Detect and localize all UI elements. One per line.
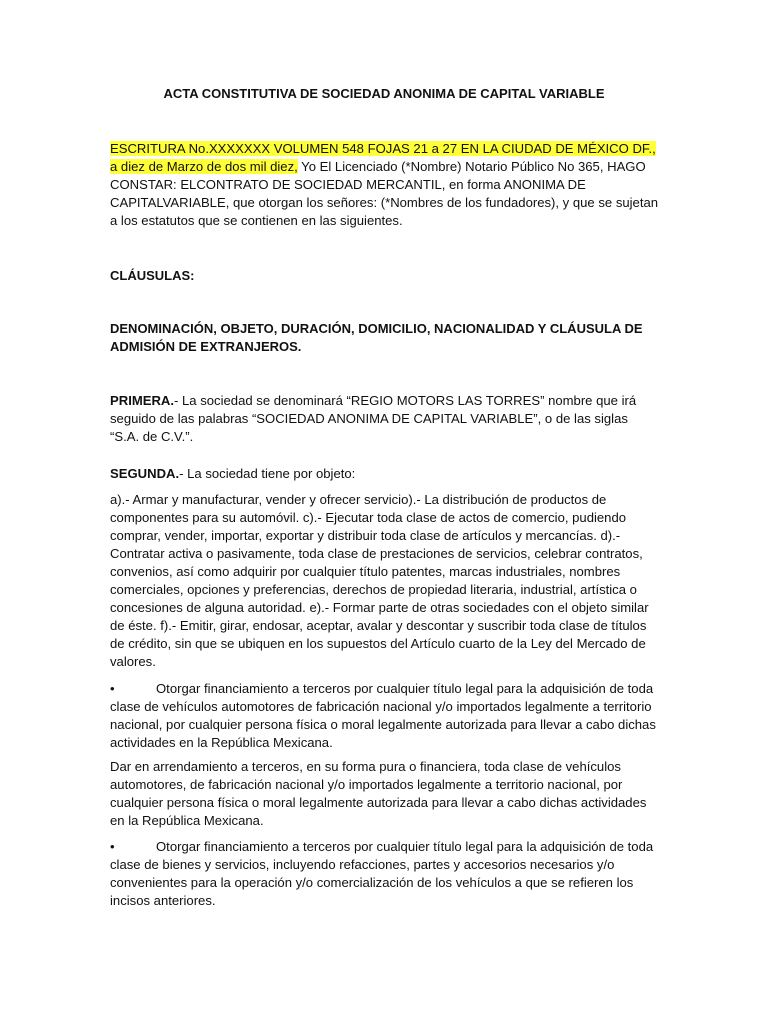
arrendamiento-paragraph: Dar en arrendamiento a terceros, en su forma pura o financiera, toda clase de vehículos automotores, de fabricación nacional y/o importados legalmente a territorio nacional, por cualquier persona física o moral legalmente autorizada para llevar a cabo dichas actividades en la República Mexicana.	[110, 759, 647, 828]
intro-text: Yo El Licenciado (*Nombre) Notario Público No 365, HAGO CONSTAR: ELCONTRATO DE SOCIEDAD MERCANTIL, en forma ANONIMA DE CAPITALVARIABLE, que otorgan los señores: (*Nombres de los fundadores), y que se sujetan a los estatutos que se contienen en las siguientes.	[110, 159, 659, 228]
clause-primera-label: PRIMERA.	[110, 393, 175, 408]
highlighted-deed-reference: ESCRITURA No.XXXXXXX VOLUMEN 548 FOJAS 21 a 27 EN LA CIUDAD DE MÉXICO DF., a diez de Marzo de dos mil diez,	[110, 141, 656, 174]
bullet-item-text: Otorgar financiamiento a terceros por cualquier título legal para la adquisición de toda clase de vehículos automotores de fabricación nacional y/o importados legalmente a territorio nacional, por cualquier persona física o moral legalmente autorizada para llevar a cabo dichas actividades en la República Mexicana.	[110, 681, 656, 750]
document-title: ACTA CONSTITUTIVA DE SOCIEDAD ANONIMA DE CAPITAL VARIABLE	[163, 86, 605, 101]
intro-paragraph	[110, 140, 660, 230]
bullet-icon: •	[110, 681, 115, 696]
clause-segunda-text: - La sociedad tiene por objeto:	[179, 466, 356, 481]
clause-primera	[110, 392, 660, 446]
bullet-item-financiamiento-bienes	[110, 838, 660, 910]
clausulas-heading: CLÁUSULAS:	[110, 268, 195, 283]
section-heading: DENOMINACIÓN, OBJETO, DURACIÓN, DOMICILIO, NACIONALIDAD Y CLÁUSULA DE ADMISIÓN DE EXTRANJEROS.	[110, 321, 643, 354]
clause-segunda	[110, 465, 660, 483]
bullet-item-financiamiento-vehiculos	[110, 680, 660, 752]
bullet-icon: •	[110, 839, 115, 854]
clause-primera-text: - La sociedad se denominará “REGIO MOTORS LAS TORRES” nombre que irá seguido de las palabras “SOCIEDAD ANONIMA DE CAPITAL VARIABLE”, o de las siglas “S.A. de C.V.”.	[110, 393, 637, 444]
bullet-item-text: Otorgar financiamiento a terceros por cualquier título legal para la adquisición de toda clase de bienes y servicios, incluyendo refacciones, partes y accesorios necesarios y/o convenientes para la operación y/o comercialización de los vehículos a que se refieren los incisos anteriores.	[110, 839, 654, 908]
clause-segunda-label: SEGUNDA.	[110, 466, 180, 481]
objeto-paragraph: a).- Armar y manufacturar, vender y ofrecer servicio).- La distribución de productos de componentes para su automóvil. c).- Ejecutar toda clase de actos de comercio, pudiendo comprar, vender, importar, exportar y distribuir toda clase de artículos y mercancías. d).- Contratar activa o pasivamente, toda clase de prestaciones de servicios, celebrar contratos, convenios, así como adquirir por cualquier título patentes, marcas industriales, nombres comerciales, opciones y preferencias, derechos de propiedad literaria, industrial, artística o concesiones de alguna autoridad. e).- Formar parte de otras sociedades con el objeto similar de éste. f).- Emitir, girar, endosar, aceptar, avalar y descontar y suscribir toda clase de títulos de crédito, sin que se ubiquen en los supuestos del Artículo cuarto de la Ley del Mercado de valores.	[110, 492, 649, 669]
